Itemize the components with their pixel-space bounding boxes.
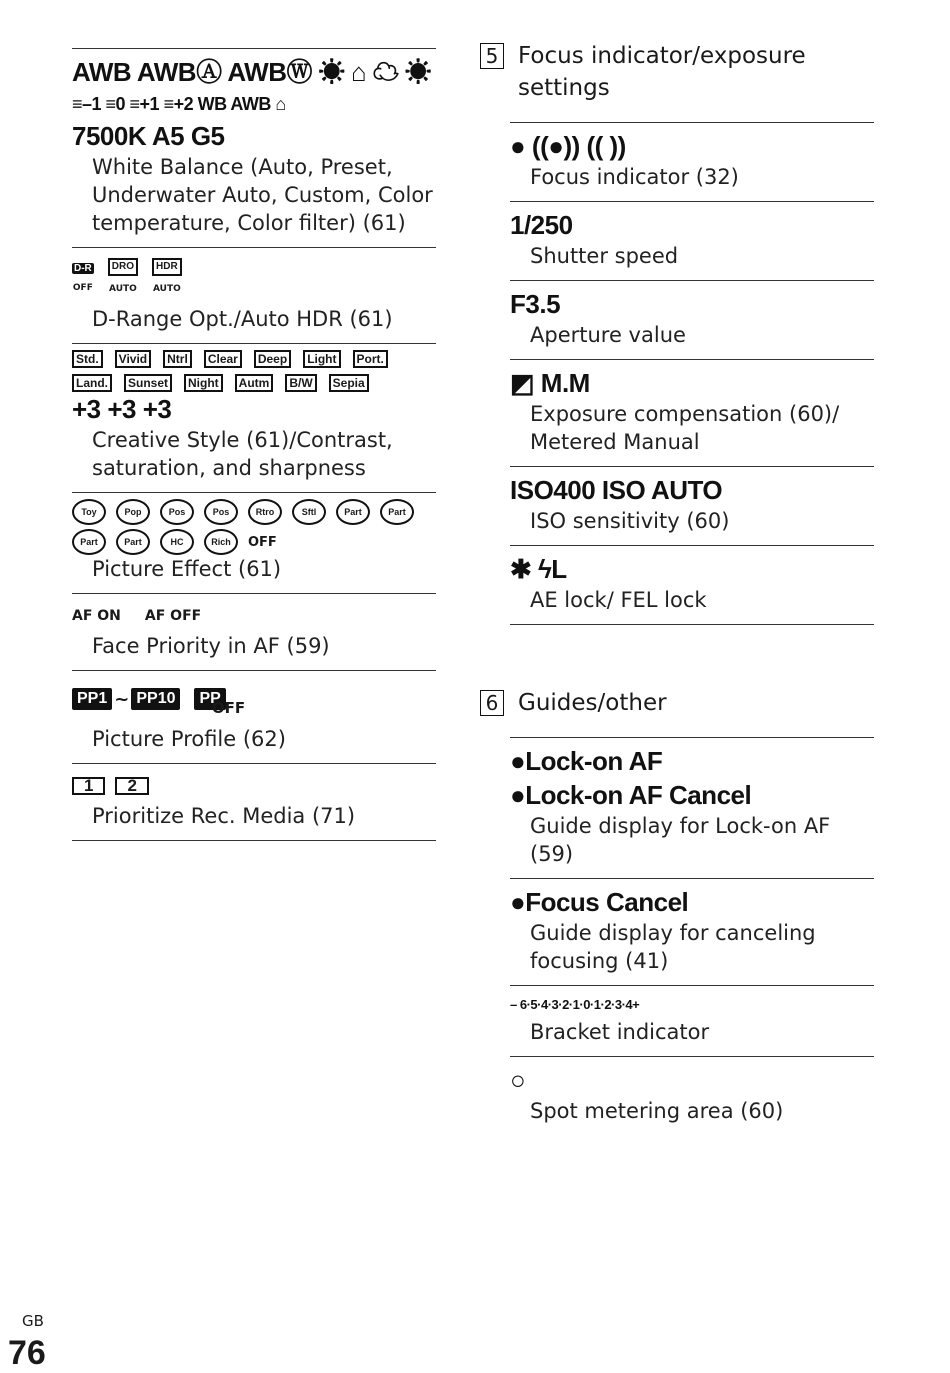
effect-part-g-icon: Part	[380, 499, 414, 525]
creative-style-icons	[72, 350, 436, 392]
exposure-comp-desc: Exposure compensation (60)/ Metered Manual	[530, 402, 840, 454]
drange-icons	[72, 254, 436, 295]
focus-indicator-desc: Focus indicator (32)	[530, 165, 739, 189]
creative-style-desc: Creative Style (61)/Contrast, saturation, and sharpness	[92, 428, 393, 480]
style-bw-icon: B/W	[285, 374, 316, 392]
bracket-indicator-symbols: – 6·5·4·3·2·1·0·1·2·3·4+	[510, 997, 640, 1012]
exposure-comp-symbols: ◩ M.M	[510, 368, 590, 398]
bracket-desc: Bracket indicator	[530, 1020, 710, 1044]
region-label: GB	[22, 1312, 44, 1330]
pp10-icon: PP10	[131, 688, 180, 710]
ae-lock-entry	[510, 545, 874, 625]
iso-symbols: ISO400 ISO AUTO	[510, 475, 723, 505]
focus-cancel-symbols: ●Focus Cancel	[510, 887, 689, 917]
spot-metering-entry	[510, 1056, 874, 1135]
section-6-list	[510, 737, 874, 1135]
white-balance-entry	[72, 48, 436, 247]
picture-profile-icons	[72, 683, 436, 715]
pp-off-icon: PPOFF	[194, 688, 259, 710]
shutter-speed-desc: Shutter speed	[530, 244, 679, 268]
spot-metering-icon: ○	[510, 1065, 526, 1095]
section-5-number: 5	[480, 43, 504, 69]
style-vivid-icon: Vivid	[115, 350, 151, 368]
picture-effect-entry	[72, 492, 436, 593]
spot-metering-desc: Spot metering area (60)	[530, 1099, 784, 1123]
section-6-heading	[480, 687, 874, 719]
ae-lock-desc: AE lock/ FEL lock	[530, 588, 707, 612]
section-5-heading	[480, 40, 874, 104]
face-af-off-icon: AF OFF	[144, 608, 202, 624]
drange-desc: D-Range Opt./Auto HDR (61)	[92, 307, 393, 331]
style-sunset-icon: Sunset	[124, 374, 172, 392]
style-night-icon: Night	[184, 374, 223, 392]
aperture-desc: Aperture value	[530, 323, 686, 347]
style-std-icon: Std.	[72, 350, 103, 368]
exposure-comp-entry	[510, 359, 874, 466]
media-slot-2-icon: 2	[115, 777, 148, 795]
face-priority-entry	[72, 593, 436, 670]
picture-profile-entry	[72, 670, 436, 763]
effect-off-icon: OFF	[248, 534, 277, 550]
iso-entry	[510, 466, 874, 545]
style-deep-icon: Deep	[254, 350, 291, 368]
aperture-entry	[510, 280, 874, 359]
aperture-symbols: F3.5	[510, 289, 561, 319]
focus-indicator-entry	[510, 122, 874, 201]
media-slot-1-icon: 1	[72, 777, 105, 795]
hdr-auto-icon: HDR AUTO	[152, 254, 182, 295]
style-autm-icon: Autm	[235, 374, 274, 392]
white-balance-symbols-3: 7500K A5 G5	[72, 121, 225, 151]
section-5-title: Focus indicator/exposure settings	[518, 43, 806, 101]
style-clear-icon: Clear	[204, 350, 242, 368]
section-6-number: 6	[480, 690, 504, 716]
style-ntrl-icon: Ntrl	[163, 350, 192, 368]
effect-part-b-icon: Part	[72, 529, 106, 555]
rec-media-icons	[72, 770, 436, 802]
effect-rich-bw-icon: Rich	[204, 529, 238, 555]
lock-on-af-entry	[510, 737, 874, 878]
effect-part-y-icon: Part	[116, 529, 150, 555]
shutter-speed-symbols: 1/250	[510, 210, 573, 240]
iso-desc: ISO sensitivity (60)	[530, 509, 730, 533]
effect-toy-icon: Toy	[72, 499, 106, 525]
page-number: 76	[8, 1334, 46, 1372]
effect-hc-bw-icon: HC	[160, 529, 194, 555]
left-column	[72, 48, 436, 841]
shutter-speed-entry	[510, 201, 874, 280]
rec-media-entry	[72, 763, 436, 841]
section-6-title: Guides/other	[518, 690, 667, 716]
style-sepia-icon: Sepia	[329, 374, 369, 392]
bracket-entry	[510, 985, 874, 1056]
style-land-icon: Land.	[72, 374, 112, 392]
dro-auto-icon: DRO AUTO	[108, 254, 138, 295]
lock-on-af-cancel-symbols: ●Lock-on AF Cancel	[510, 780, 752, 810]
picture-effect-desc: Picture Effect (61)	[92, 557, 282, 581]
creative-style-entry	[72, 343, 436, 492]
creative-style-values: +3 +3 +3	[72, 394, 172, 424]
effect-pos2-icon: Pos	[204, 499, 238, 525]
section-5-list	[510, 122, 874, 625]
effect-part-r-icon: Part	[336, 499, 370, 525]
face-priority-desc: Face Priority in AF (59)	[92, 634, 330, 658]
white-balance-desc: White Balance (Auto, Preset, Underwater Auto, Custom, Color temperature, Color filter) (61)	[92, 155, 433, 235]
focus-cancel-desc: Guide display for canceling focusing (41)	[530, 921, 816, 973]
white-balance-symbols-2: ≡–1 ≡0 ≡+1 ≡+2 WB AWB ⌂	[72, 94, 286, 114]
pp-range-tilde: ~	[114, 688, 130, 710]
effect-pos-icon: Pos	[160, 499, 194, 525]
focus-cancel-entry	[510, 878, 874, 985]
effect-pop-icon: Pop	[116, 499, 150, 525]
effect-sftl-icon: Sftl	[292, 499, 326, 525]
rec-media-desc: Prioritize Rec. Media (71)	[92, 804, 356, 828]
effect-rtro-icon: Rtro	[248, 499, 282, 525]
lock-on-af-desc: Guide display for Lock-on AF (59)	[530, 814, 831, 866]
lock-on-af-symbols: ●Lock-on AF	[510, 746, 663, 776]
focus-indicator-symbols: ● ((●)) (( ))	[510, 131, 626, 161]
face-priority-icons	[72, 600, 436, 632]
picture-effect-icons	[72, 499, 436, 555]
style-port-icon: Port.	[353, 350, 388, 368]
pp1-icon: PP1	[72, 688, 112, 710]
right-column	[480, 40, 874, 1135]
picture-profile-desc: Picture Profile (62)	[92, 727, 286, 751]
dr-off-icon: D-R OFF	[72, 262, 93, 293]
ae-lock-symbols: ✱ ϟL	[510, 554, 567, 584]
face-af-on-icon: AF ON	[72, 608, 121, 624]
style-light-icon: Light	[303, 350, 340, 368]
drange-entry	[72, 247, 436, 343]
white-balance-symbols: AWB AWBⒶ AWBⓌ ☀ ⌂ ☁ ☀	[72, 57, 431, 87]
